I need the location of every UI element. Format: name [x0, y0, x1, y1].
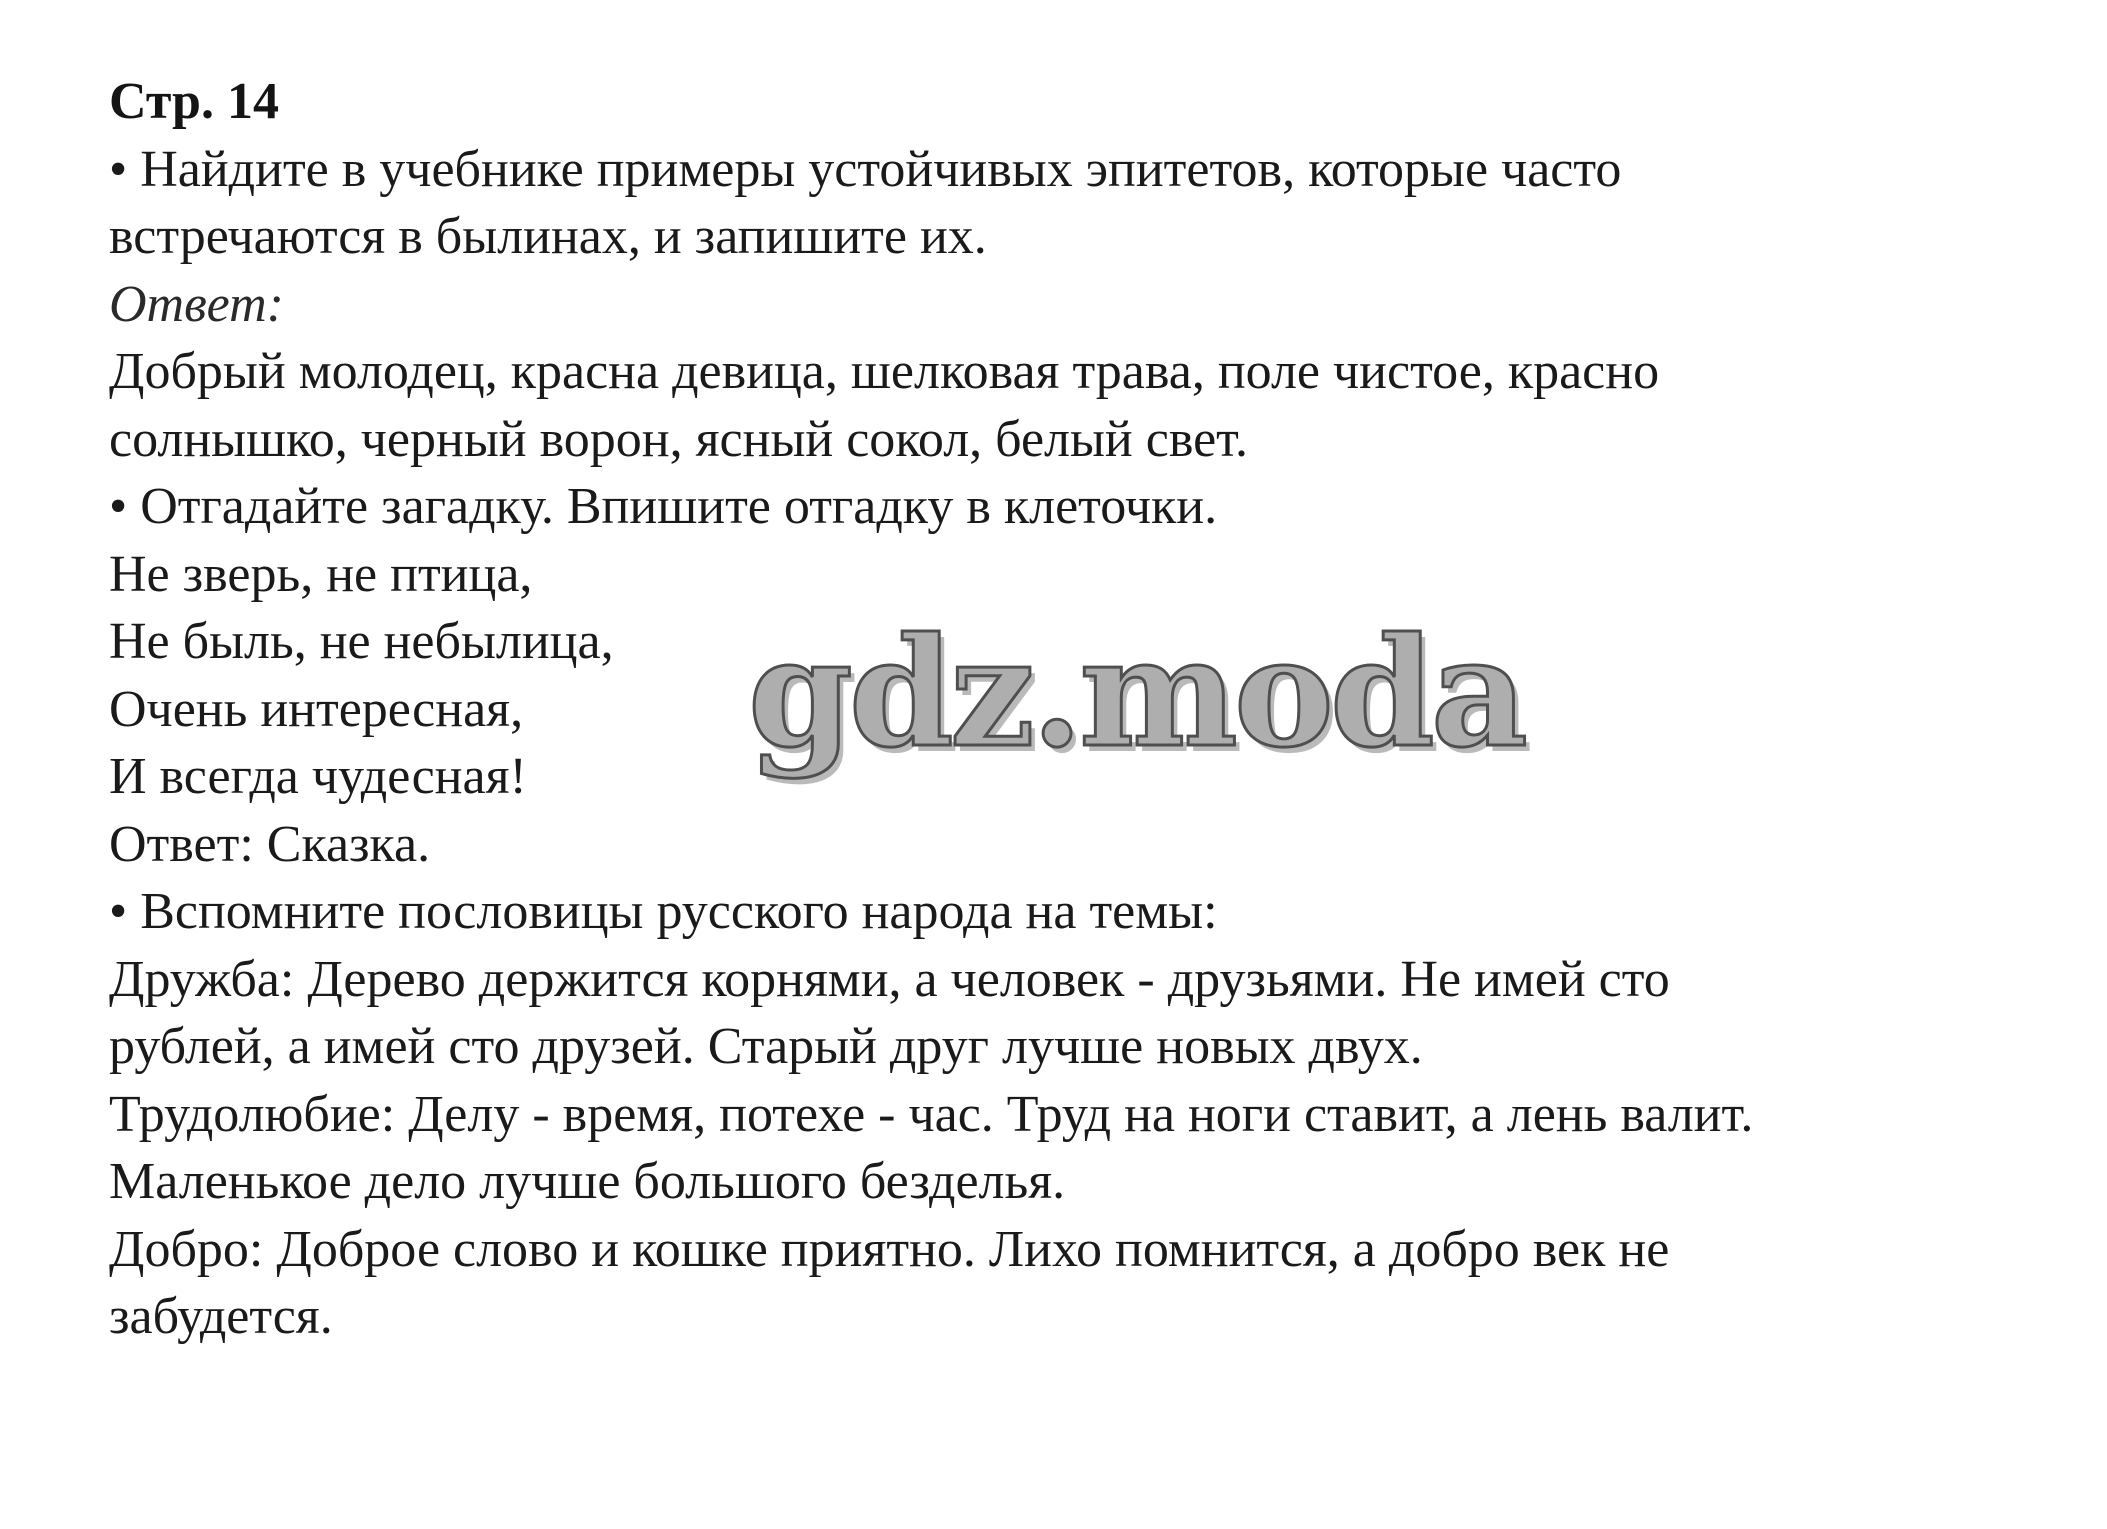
task1-answer-label: Ответ: [109, 275, 284, 333]
proverb-line: Маленькое дело лучше большого безделья. [109, 1153, 1066, 1210]
task1-question-line: • Найдите в учебнике примеры устойчивых эпитетов, которые часто [109, 140, 1622, 198]
proverb-line: Дружба: Дерево держится корнями, а человек - друзьями. Не имей сто [109, 950, 1670, 1008]
proverb-line: Трудолюбие: Делу - время, потехе - час. Труд на ноги ставит, а лень валит. [109, 1085, 1754, 1143]
proverb-line: забудется. [109, 1288, 333, 1345]
task1-question-line: встречаются в былинах, и запишите их. [109, 208, 987, 265]
task1-answer-line: Добрый молодец, красна девица, шелковая трава, поле чистое, красно [109, 343, 1660, 400]
task3-question: • Вспомните пословицы русского народа на темы: [109, 883, 1218, 940]
task2-answer: Ответ: Сказка. [109, 815, 431, 873]
page-heading: Стр. 14 [109, 73, 279, 130]
watermark: gdz.moda [748, 605, 1525, 781]
proverb-line: рублей, а имей сто друзей. Старый друг лучше новых двух. [109, 1018, 1423, 1075]
proverb-line: Добро: Доброе слово и кошке приятно. Лихо помнится, а добро век не [109, 1220, 1670, 1278]
task2-question: • Отгадайте загадку. Впишите отгадку в клеточки. [109, 478, 1218, 535]
riddle-line: Не зверь, не птица, [109, 545, 533, 603]
task1-answer-line: солнышко, черный ворон, ясный сокол, белый свет. [109, 410, 1248, 468]
riddle-line: Очень интересная, [109, 680, 524, 738]
riddle-line: Не быль, не небылица, [109, 613, 614, 670]
riddle-line: И всегда чудесная! [109, 748, 527, 805]
